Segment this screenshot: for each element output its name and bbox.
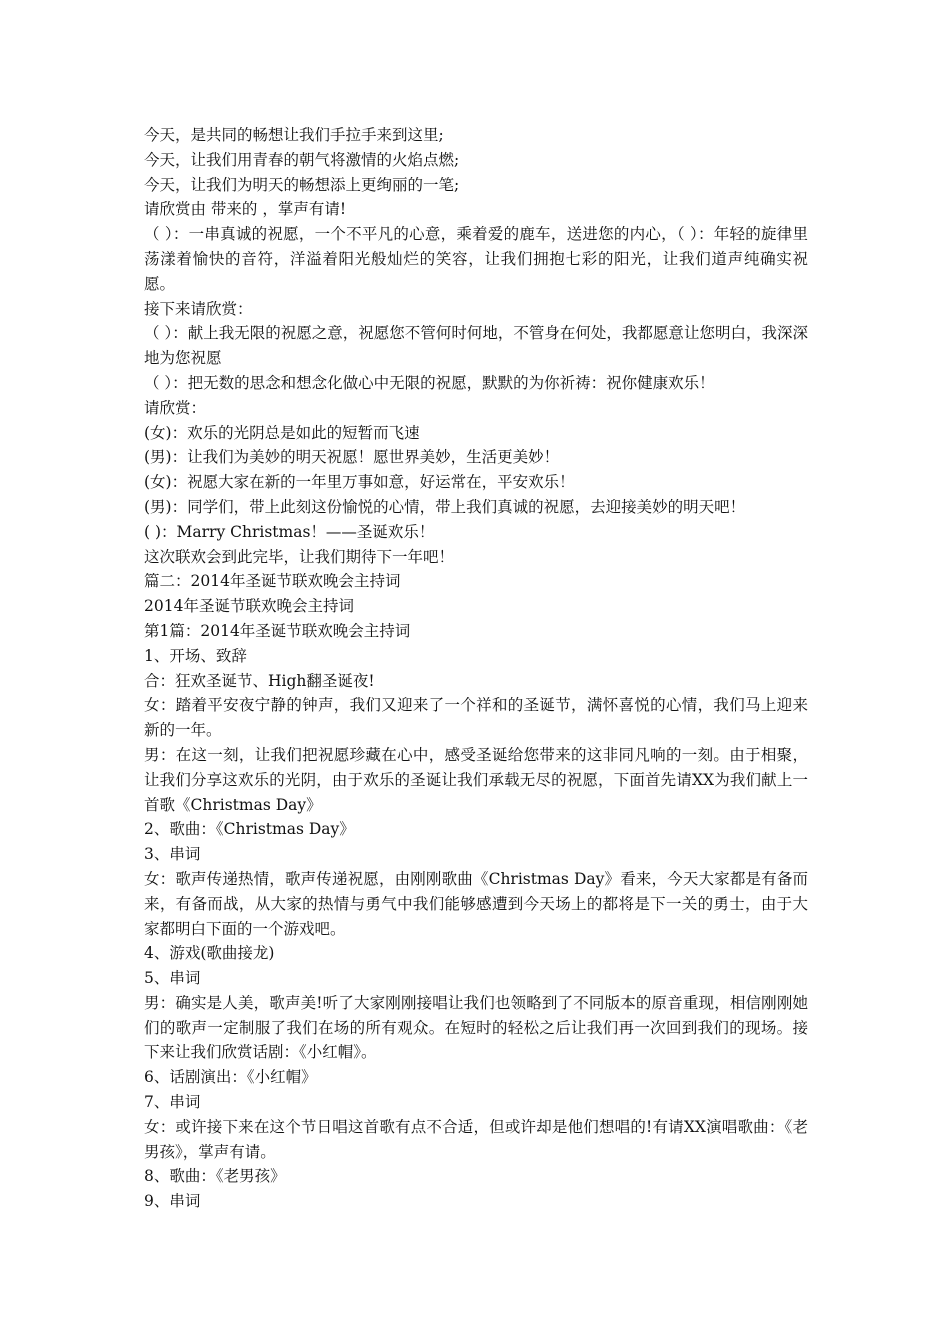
paragraph: 6、话剧演出：《小红帽》: [144, 1068, 317, 1087]
paragraph: 5、串词: [144, 969, 201, 988]
paragraph: 今天，是共同的畅想让我们手拉手来到这里;: [144, 126, 444, 144]
paragraph: ( )：Marry Christmas！——圣诞欢乐！: [144, 522, 435, 541]
paragraph: （ ）：把无数的思念和想念化做心中无限的祝愿，默默的为你祈祷：祝你健康欢乐！: [144, 373, 715, 392]
paragraph: 8、歌曲：《老男孩》: [144, 1167, 286, 1186]
paragraph: 2、歌曲：《Christmas Day》: [144, 820, 355, 839]
paragraph: 女：歌声传递热情，歌声传递祝愿，由刚刚歌曲《Christmas Day》看来，今天大家都是有备而来，有备而战，从大家的热情与勇气中我们能够感遭到今天场上的都将是下一关的勇士，由于大家都明白下面的一个游戏吧。: [144, 869, 808, 938]
paragraph: 1、开场、致辞: [144, 646, 247, 665]
paragraph: (男)：同学们，带上此刻这份愉悦的心情，带上我们真诚的祝愿，去迎接美妙的明天吧！: [144, 497, 746, 516]
paragraph: 4、游戏(歌曲接龙): [144, 944, 275, 963]
paragraph: 今天，让我们用青春的朝气将激情的火焰点燃;: [144, 150, 460, 169]
paragraph: 女：踏着平安夜宁静的钟声，我们又迎来了一个祥和的圣诞节，满怀喜悦的心情，我们马上迎来新的一年。: [144, 696, 808, 740]
paragraph: (男)：让我们为美妙的明天祝愿！愿世界美妙，生活更美妙！: [144, 448, 560, 467]
paragraph: （ ）：献上我无限的祝愿之意，祝愿您不管何时何地，不管身在何处，我都愿意让您明白，我深深地为您祝愿: [144, 324, 808, 368]
paragraph: 3、串词: [144, 845, 201, 864]
paragraph: 第1篇：2014年圣诞节联欢晚会主持词: [144, 621, 411, 640]
paragraph: 请欣赏由 带来的 ，掌声有请!: [144, 200, 347, 219]
paragraph: 请欣赏：: [144, 398, 207, 417]
paragraph: 女：或许接下来在这个节日唱这首歌有点不合适，但或许却是他们想唱的!有请XX演唱歌曲：《老男孩》，掌声有请。: [144, 1117, 808, 1161]
paragraph: (女)：祝愿大家在新的一年里万事如意，好运常在，平安欢乐！: [144, 473, 575, 492]
paragraph: 男：在这一刻，让我们把祝愿珍藏在心中，感受圣诞给您带来的这非同凡响的一刻。由于相聚，让我们分享这欢乐的光阴，由于欢乐的圣诞让我们承载无尽的祝愿，下面首先请XX为我们献上一首歌《Christmas Day》: [144, 745, 808, 814]
paragraph: 男：确实是人美，歌声美!听了大家刚刚接唱让我们也领略到了不同版本的原音重现，相信刚刚她们的歌声一定制服了我们在场的所有观众。在短时的轻松之后让我们再一次回到我们的现场。接下来让我们欣赏话剧：《小红帽》。: [144, 993, 808, 1062]
paragraph: （ ）：一串真诚的祝愿，一个不平凡的心意，乘着爱的鹿车，送进您的内心，（ ）：年轻的旋律里荡漾着愉快的音符，洋溢着阳光般灿烂的笑容，让我们拥抱七彩的阳光，让我们道声纯确实祝愿。: [144, 225, 808, 293]
paragraph: 篇二：2014年圣诞节联欢晚会主持词: [144, 572, 401, 591]
paragraph: 9、串词: [144, 1192, 201, 1211]
paragraph: 今天，让我们为明天的畅想添上更绚丽的一笔;: [144, 175, 460, 194]
paragraph: 这次联欢会到此完毕，让我们期待下一年吧！: [144, 547, 455, 566]
paragraph: 合：狂欢圣诞节、High翻圣诞夜!: [144, 671, 375, 690]
paragraph: (女)：欢乐的光阴总是如此的短暂而飞速: [144, 423, 420, 442]
paragraph: 7、串词: [144, 1093, 201, 1112]
paragraph: 2014年圣诞节联欢晚会主持词: [144, 597, 354, 616]
paragraph: 接下来请欣赏：: [144, 299, 253, 318]
document-body: [144, 123, 808, 1214]
